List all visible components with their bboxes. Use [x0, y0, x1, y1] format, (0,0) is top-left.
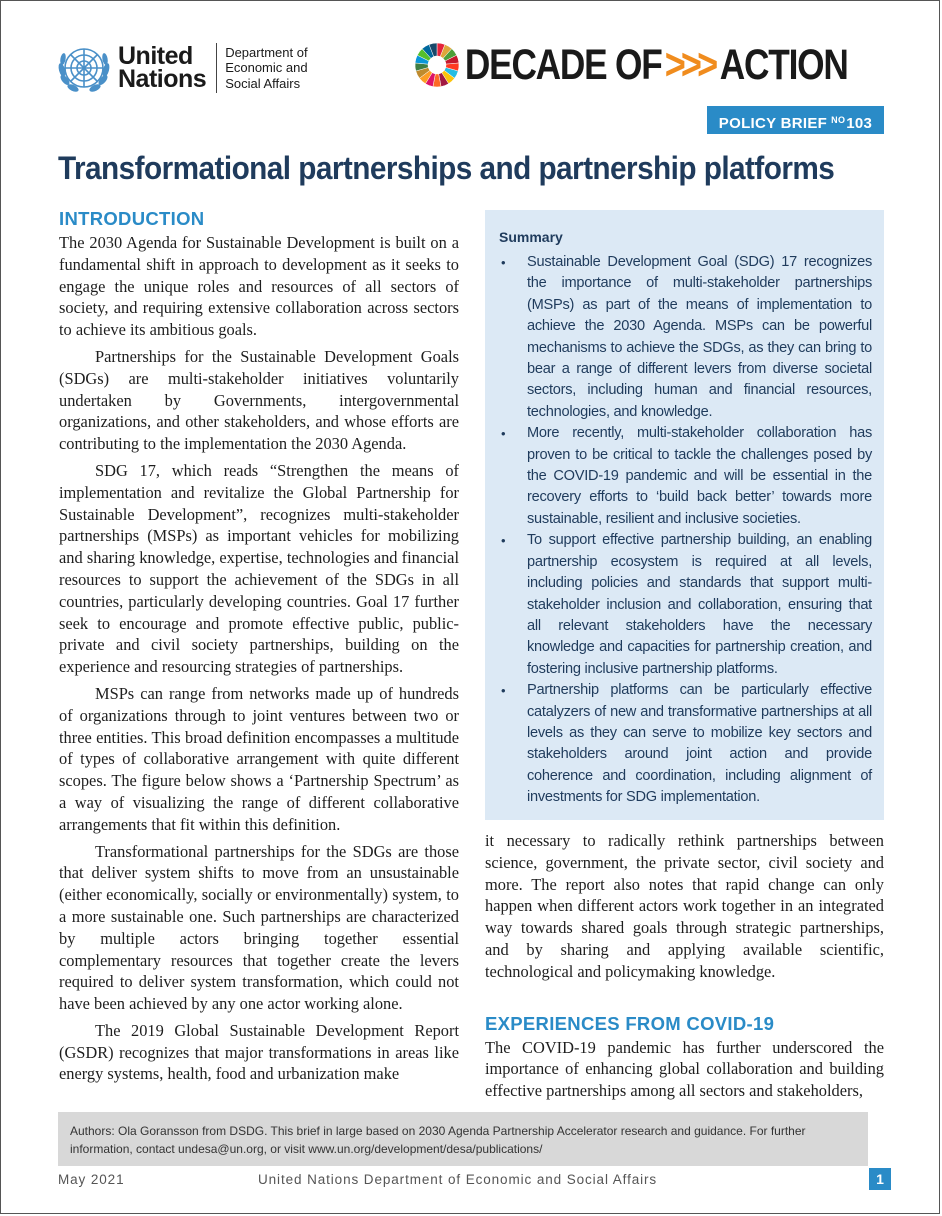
- footer-organization: United Nations Department of Economic and Social Affairs: [258, 1172, 658, 1187]
- sdg-wheel-icon: [414, 42, 460, 88]
- un-wordmark: [118, 42, 207, 93]
- summary-title: Summary: [499, 229, 563, 245]
- dept-line3: Social Affairs: [225, 75, 301, 91]
- right-column: [485, 830, 884, 1102]
- un-emblem-icon: [56, 40, 112, 96]
- page-title: Transformational partnerships and partnership platforms: [58, 150, 835, 186]
- policy-brief-number: 103: [846, 115, 873, 132]
- intro-paragraph-5: Transformational partnerships for the SDGs are those that deliver system shifts to move from an unsustainable (either economically, socially or environmentally) system, to a more sustainable one. Such partnerships are characterized by multiple actors bringing together essential complementary resources that together create the levers required to deliver system transformation, which could not have been achieved by any one actor working alone.: [59, 841, 459, 1014]
- decade-word1: DECADE OF: [464, 41, 662, 89]
- decade-word2: ACTION: [719, 41, 848, 89]
- policy-brief-badge: [707, 106, 884, 134]
- intro-paragraph-1: The 2030 Agenda for Sustainable Development is built on a fundamental shift in approach to development as it seeks to engage the unique roles and resources of all sectors of society, and requiring extensive collaboration across sectors to achieve its ambitious goals.: [59, 233, 459, 340]
- un-desa-logo: [56, 40, 308, 96]
- summary-box: [485, 210, 884, 820]
- un-name-line1: United: [118, 42, 193, 70]
- intro-paragraph-6: The 2019 Global Sustainable Development Report (GSDR) recognizes that major transformations in areas like energy systems, health, food and urbanization make: [59, 1020, 459, 1084]
- un-name-line2: Nations: [118, 65, 207, 93]
- covid-paragraph: The COVID-19 pandemic has further underscored the importance of enhancing global collaboration and building effective partnerships among all sectors and stakeholders,: [485, 1037, 884, 1101]
- intro-continuation: it necessary to radically rethink partnerships between science, government, the private sector, civil society and more. The report also notes that rapid change can only happen when different actors work together in an integrated way towards shared goals through strategic partnerships, and by sharing and applying available scientific, technological and policymaking knowledge.: [485, 831, 884, 981]
- footer-date: May 2021: [58, 1172, 125, 1187]
- summary-bullet: • More recently, multi-stakeholder collaboration has proven to be critical to tackle the challenges posed by the COVID-19 pandemic and will be essential in the recovery efforts to ‘build back better’ towards more sustainable, resilient and inclusive societies.: [499, 423, 872, 530]
- page-number: 1: [869, 1168, 891, 1190]
- intro-paragraph-4: MSPs can range from networks made up of hundreds of organizations through to joint ventures between two or three entities. This broad definition encompasses a multitude of types of collaborative arrangement with quite different scopes. The figure below shows a ‘Partnership Spectrum’ as a way of visualizing the range of different collaborative arrangements that fit within this definition.: [59, 683, 459, 834]
- introduction-heading: INTRODUCTION: [59, 208, 205, 229]
- covid-heading: EXPERIENCES FROM COVID-19: [485, 1012, 775, 1034]
- left-column: [59, 208, 459, 1085]
- decade-of-action-logo: [414, 42, 933, 88]
- authors-note: Authors: Ola Goransson from DSDG. This brief in large based on 2030 Agenda Partnership Accelerator research and guidance. For further information, contact undesa@un.org, or visit www.un.org/development/desa/publications/: [58, 1112, 868, 1166]
- department-name: [225, 45, 307, 92]
- summary-list: [499, 252, 872, 809]
- policy-brief-no-label: NO: [831, 115, 846, 125]
- dept-line1: Department of: [225, 44, 308, 60]
- summary-bullet: • Sustainable Development Goal (SDG) 17 recognizes the importance of multi-stakeholder partnerships (MSPs) as part of the means of implementation to achieve the 2030 Agenda. MSPs can be powerful mechanisms to achieve the SDGs, as they can bring to bear a range of different levers from diverse societal sectors, including human and financial resources, technologies, and knowledge.: [499, 252, 872, 423]
- policy-brief-label: POLICY BRIEF: [718, 115, 828, 132]
- intro-paragraph-2: Partnerships for the Sustainable Development Goals (SDGs) are multi-stakeholder initiatives voluntarily undertaken by Governments, intergovernmental organizations, and other stakeholders, and whose efforts are contributing to the implementation the 2030 Agenda.: [59, 346, 459, 454]
- summary-bullet: • Partnership platforms can be particularly effective catalyzers of new and transformative partnerships at all levels as they can serve to mobilize key sectors and stakeholders around joint action and provide coherence and coordination, including alignment of investments for SDG implementation.: [499, 680, 872, 808]
- summary-bullet: • To support effective partnership building, an enabling partnership ecosystem is required at all levels, including policies and standards that support multi-stakeholder inclusion and collaboration, ensuring that all relevant stakeholders have the necessary knowledge and capacities for partnership creation, and fostering inclusive partnership platforms.: [499, 530, 872, 680]
- decade-wordmark: [460, 42, 848, 88]
- decade-arrows-icon: >>>: [664, 40, 714, 89]
- logo-divider: [216, 43, 217, 93]
- dept-line2: Economic and: [225, 60, 308, 76]
- intro-paragraph-3: SDG 17, which reads “Strengthen the means of implementation and revitalize the Global Partnership for Sustainable Development”, recognizes multi-stakeholder partnerships (MSPs) as important vehicles for mobilizing and sharing knowledge, expertise, technologies and financial resources to support the achievement of the SDGs in all countries, particularly developing countries. Goal 17 further seek to encourage and promote effective public, public-private and civil society partnerships, building on the experience and resourcing strategies of partnerships.: [59, 460, 459, 677]
